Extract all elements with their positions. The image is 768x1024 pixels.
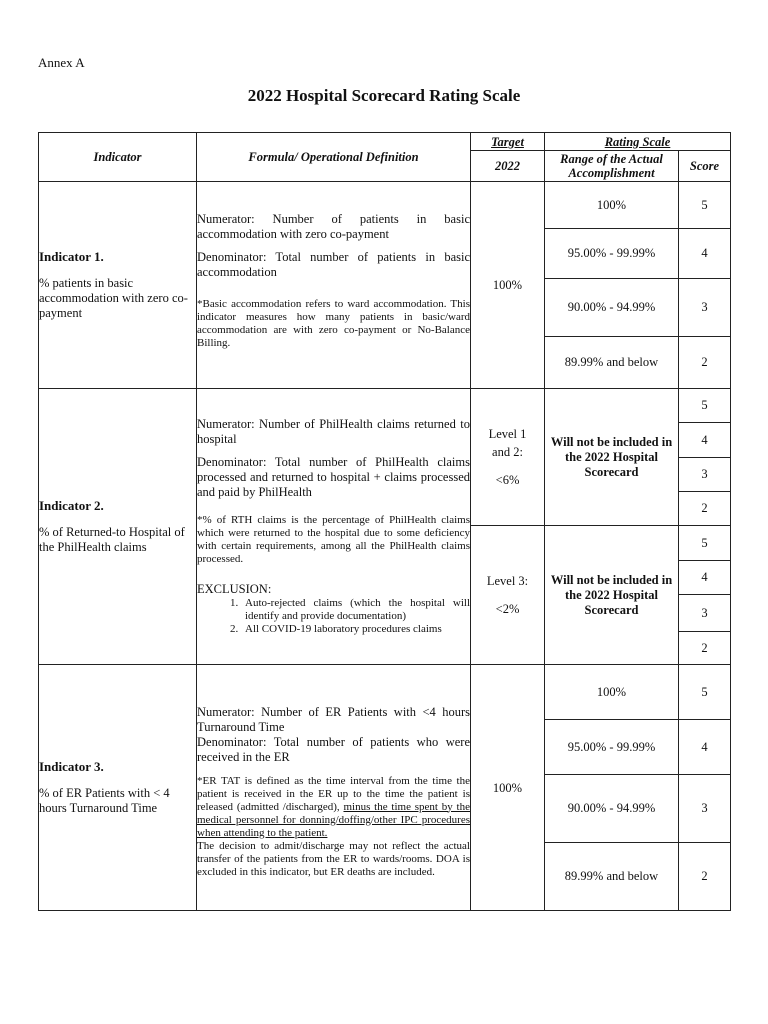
- indicator-2-title: Indicator 2.: [39, 498, 104, 513]
- indicator-2-level-1-score-3: 3: [679, 458, 731, 492]
- indicator-2-level-1-score-2: 4: [679, 423, 731, 458]
- indicator-1-name: % patients in basic accommodation with zero co-payment: [39, 276, 188, 320]
- indicator-1-range-3: 90.00% - 94.99%: [545, 279, 679, 337]
- header-target-year: 2022: [471, 151, 545, 182]
- indicator-3-title: Indicator 3.: [39, 759, 104, 774]
- indicator-3-score-3: 3: [679, 775, 731, 843]
- indicator-2-exclusion-1: 1. Auto-rejected claims (which the hospital will identify and provide documentation): [241, 597, 470, 623]
- indicator-1-score-4: 2: [679, 337, 731, 389]
- indicator-2-level-2-score-1: 5: [679, 526, 731, 561]
- indicator-3-numerator: Numerator: Number of ER Patients with <4 hours Turnaround Time: [197, 704, 470, 734]
- indicator-3-denominator: Denominator: Total number of patients who were received in the ER: [197, 734, 470, 764]
- annex-label: Annex A: [38, 55, 85, 70]
- page-title: 2022 Hospital Scorecard Rating Scale: [247, 86, 521, 105]
- indicator-1-title: Indicator 1.: [39, 249, 104, 264]
- indicator-3-score-1: 5: [679, 665, 731, 720]
- indicator-2-level-1-target: <6%: [495, 473, 520, 487]
- indicator-1-range-1: 100%: [545, 182, 679, 229]
- indicator-3-range-1: 100%: [545, 665, 679, 720]
- indicator-3-cell: [39, 665, 197, 911]
- indicator-3-name: % of ER Patients with < 4 hours Turnaround Time: [39, 786, 170, 815]
- indicator-3-row: [39, 665, 731, 720]
- header-indicator: Indicator: [39, 133, 197, 182]
- indicator-2-level-2-label: Level 3:: [486, 574, 529, 588]
- indicator-2-exclusion-list: [197, 597, 470, 636]
- indicator-3-score-4: 2: [679, 843, 731, 911]
- indicator-1-score-1: 5: [679, 182, 731, 229]
- indicator-1-score-3: 3: [679, 279, 731, 337]
- indicator-2-level-1-score-1: 5: [679, 389, 731, 423]
- scorecard-table: [38, 132, 731, 911]
- indicator-2-level-1-target-cell: [471, 389, 545, 526]
- indicator-2-numerator: Numerator: Number of PhilHealth claims returned to hospital: [197, 417, 470, 446]
- indicator-1-range-4: 89.99% and below: [545, 337, 679, 389]
- indicator-3-note: [197, 775, 470, 840]
- indicator-2-level-1-label: Level 1 and 2:: [488, 427, 527, 459]
- header-formula: Formula/ Operational Definition: [197, 133, 471, 182]
- header-score: Score: [679, 151, 731, 182]
- indicator-1-row: [39, 182, 731, 229]
- indicator-2-name: % of Returned-to Hospital of the PhilHealth claims: [39, 525, 185, 554]
- indicator-1-cell: [39, 182, 197, 389]
- indicator-3-note-a: *ER TAT is defined as the time interval from the time the patient is received in the ER up to the time the patient is released (admitted /discharged),: [197, 774, 470, 813]
- indicator-3-formula: [197, 665, 471, 911]
- indicator-2-level-1-score-4: 2: [679, 492, 731, 526]
- indicator-3-score-2: 4: [679, 720, 731, 775]
- indicator-2-level-2-target-cell: [471, 526, 545, 665]
- indicator-2-denominator: Denominator: Total number of PhilHealth claims processed and returned to hospital + claims processed and paid by PhilHealth: [197, 455, 470, 499]
- indicator-1-target: 100%: [471, 182, 545, 389]
- indicator-2-row: [39, 389, 731, 423]
- indicator-2-level-2-range: Will not be included in the 2022 Hospital Scorecard: [545, 526, 679, 665]
- indicator-2-level-2-target: <2%: [495, 602, 520, 616]
- indicator-3-range-2: 95.00% - 99.99%: [545, 720, 679, 775]
- indicator-2-level-2-score-4: 2: [679, 632, 731, 665]
- indicator-2-exclusion-label: EXCLUSION:: [197, 582, 272, 596]
- header-rating-scale: Rating Scale: [545, 133, 731, 151]
- indicator-1-numerator: Numerator: Number of patients in basic accommodation with zero co-payment: [197, 212, 470, 241]
- indicator-1-formula: [197, 182, 471, 389]
- header-target: Target: [471, 133, 545, 151]
- indicator-1-denominator: Denominator: Total number of patients in basic accommodation: [197, 250, 470, 279]
- header-range: Range of the Actual Accomplishment: [545, 151, 679, 182]
- indicator-2-note: *% of RTH claims is the percentage of PhilHealth claims which were returned to the hospital due to some deficiency with certain requirements, among all the PhilHealth claims processed.: [197, 514, 470, 565]
- indicator-2-level-2-score-3: 3: [679, 595, 731, 632]
- indicator-3-target: 100%: [471, 665, 545, 911]
- indicator-2-cell: [39, 389, 197, 665]
- indicator-1-note: *Basic accommodation refers to ward accommodation. This indicator measures how many patients in basic/ward accommodation are with zero co-payment or No-Balance Billing.: [197, 298, 470, 349]
- indicator-2-level-2-score-2: 4: [679, 561, 731, 595]
- indicator-2-level-1-range: Will not be included in the 2022 Hospital Scorecard: [545, 389, 679, 526]
- indicator-3-note-b: minus the time spent by the medical personnel for donning/doffing/other IPC procedures when attending to the patient.: [197, 800, 470, 839]
- indicator-1-range-2: 95.00% - 99.99%: [545, 229, 679, 279]
- indicator-2-exclusion-2: 2. All COVID-19 laboratory procedures claims: [241, 623, 470, 636]
- indicator-1-score-2: 4: [679, 229, 731, 279]
- indicator-3-range-4: 89.99% and below: [545, 843, 679, 911]
- indicator-2-formula: [197, 389, 471, 665]
- indicator-3-range-3: 90.00% - 94.99%: [545, 775, 679, 843]
- indicator-3-note-c: The decision to admit/discharge may not reflect the actual transfer of the patients from the ER to wards/rooms. DOA is excluded in this indicator, but ER deaths are included.: [197, 839, 470, 878]
